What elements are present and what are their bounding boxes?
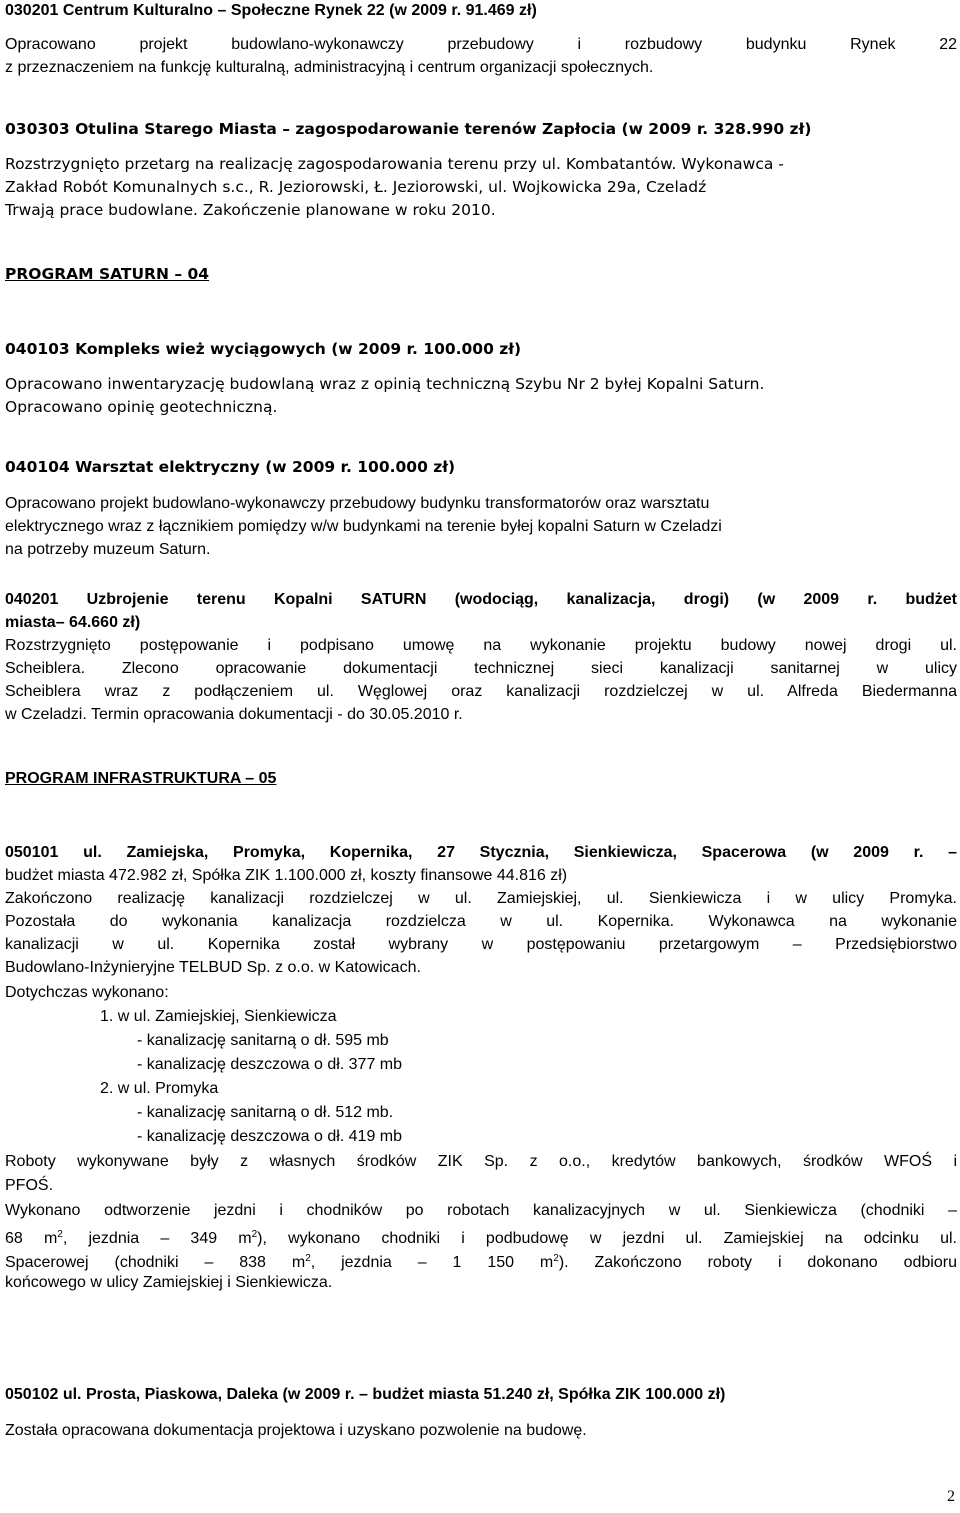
page-number: 2: [947, 1488, 955, 1505]
list-subitem: - kanalizację deszczowa o dł. 377 mb: [137, 1056, 403, 1073]
list-subitem: - kanalizację sanitarną o dł. 595 mb: [137, 1032, 389, 1049]
paragraph-line: z przeznaczeniem na funkcję kulturalną, administracyjną i centrum organizacji społecznych.: [5, 59, 654, 76]
paragraph-line: 68 $m^2$, jezdnia – 349 $m^2$), wykonano chodniki i podbudowę w jezdni ul. Zamiejskiej na odcinku ul.: [5, 1229, 957, 1247]
section-heading-infrastruktura: PROGRAM INFRASTRUKTURA – 05: [5, 770, 277, 787]
list-item: 1. w ul. Zamiejskiej, Sienkiewicza: [100, 1008, 337, 1025]
paragraph-line: Scheiblera wraz z podłączeniem ul. Węglowej oraz kanalizacji rozdzielczej w ul. Alfreda Biedermanna: [5, 683, 957, 700]
paragraph-line: Budowlano-Inżynieryjne TELBUD Sp. z o.o. w Katowicach.: [5, 959, 421, 976]
paragraph-line: miasta– 64.660 zł): [5, 614, 141, 631]
list-subitem: - kanalizację sanitarną o dł. 512 mb.: [137, 1104, 394, 1121]
paragraph-line: Trwają prace budowlane. Zakończenie planowane w roku 2010.: [5, 201, 496, 219]
heading-030303: 030303 Otulina Starego Miasta – zagospodarowanie terenów Zapłocia (w 2009 r. 328.990 zł): [5, 120, 812, 138]
paragraph-line: Rozstrzygnięto przetarg na realizację zagospodarowania terenu przy ul. Kombatantów. Wykonawca -: [5, 155, 784, 173]
heading-040104: 040104 Warsztat elektryczny (w 2009 r. 100.000 zł): [5, 458, 456, 476]
heading-050101: 050101 ul. Zamiejska, Promyka, Kopernika, 27 Stycznia, Sienkiewicza, Spacerowa (w 2009 r. –: [5, 844, 957, 861]
paragraph-line: Wykonano odtworzenie jezdni i chodników po robotach kanalizacyjnych w ul. Sienkiewicza (chodniki –: [5, 1202, 957, 1219]
paragraph-line: Roboty wykonywane były z własnych środków ZIK Sp. z o.o., kredytów bankowych, środków WFOŚ i: [5, 1153, 957, 1170]
list-subitem: - kanalizację deszczowa o dł. 419 mb: [137, 1128, 403, 1145]
paragraph-line: Rozstrzygnięto postępowanie i podpisano umowę na wykonanie projektu budowy nowej drogi ul.: [5, 637, 957, 654]
heading-030201: 030201 Centrum Kulturalno – Społeczne Rynek 22 (w 2009 r. 91.469 zł): [5, 2, 537, 19]
paragraph-line: Scheiblera. Zlecono opracowanie dokumentacji technicznej sieci kanalizacji sanitarnej w ulicy: [5, 660, 957, 677]
list-item: 2. w ul. Promyka: [100, 1080, 219, 1097]
paragraph-line: Została opracowana dokumentacja projektowa i uzyskano pozwolenie na budowę.: [5, 1422, 587, 1439]
section-heading-saturn: PROGRAM SATURN – 04: [5, 265, 210, 283]
paragraph-line: Opracowano inwentaryzację budowlaną wraz z opinią techniczną Szybu Nr 2 byłej Kopalni Saturn.: [5, 375, 765, 393]
paragraph-line: Spacerowej (chodniki – 838 $m^2$, jezdnia – 1 150 $m^2$). Zakończono roboty i dokonano odbioru: [5, 1253, 957, 1271]
paragraph-line: Dotychczas wykonano:: [5, 984, 169, 1001]
paragraph-line: Zakończono realizację kanalizacji rozdzielczej w ul. Zamiejskiej, ul. Sienkiewicza i w ulicy Promyka.: [5, 890, 957, 907]
heading-040201: 040201 Uzbrojenie terenu Kopalni SATURN (wodociąg, kanalizacja, drogi) (w 2009 r. budżet: [5, 591, 957, 608]
heading-050102: 050102 ul. Prosta, Piaskowa, Daleka (w 2009 r. – budżet miasta 51.240 zł, Spółka ZIK 100.000 zł): [5, 1386, 726, 1403]
paragraph-line: kanalizacji w ul. Kopernika został wybrany w postępowaniu przetargowym – Przedsiębiorstwo: [5, 936, 957, 953]
paragraph-line: Opracowano projekt budowlano-wykonawczy przebudowy budynku transformatorów oraz warsztatu: [5, 495, 710, 512]
paragraph-line: Zakład Robót Komunalnych s.c., R. Jeziorowski, Ł. Jeziorowski, ul. Wojkowicka 29a, Czeladź: [5, 178, 707, 196]
paragraph-line: Opracowano projekt budowlano-wykonawczy przebudowy i rozbudowy budynku Rynek 22: [5, 36, 957, 53]
paragraph-line: Pozostała do wykonania kanalizacja rozdzielcza w ul. Kopernika. Wykonawca na wykonanie: [5, 913, 957, 930]
heading-040103: 040103 Kompleks wież wyciągowych (w 2009 r. 100.000 zł): [5, 340, 522, 358]
paragraph-line: w Czeladzi. Termin opracowania dokumentacji - do 30.05.2010 r.: [5, 706, 463, 723]
paragraph-line: Opracowano opinię geotechniczną.: [5, 398, 278, 416]
paragraph-line: elektrycznego wraz z łącznikiem pomiędzy w/w budynkami na terenie byłej kopalni Saturn w Czeladzi: [5, 518, 722, 535]
paragraph-line: na potrzeby muzeum Saturn.: [5, 541, 211, 558]
paragraph-line: budżet miasta 472.982 zł, Spółka ZIK 1.100.000 zł, koszty finansowe 44.816 zł): [5, 867, 568, 884]
paragraph-line: PFOŚ.: [5, 1177, 54, 1194]
paragraph-line: końcowego w ulicy Zamiejskiej i Sienkiewicza.: [5, 1274, 333, 1291]
